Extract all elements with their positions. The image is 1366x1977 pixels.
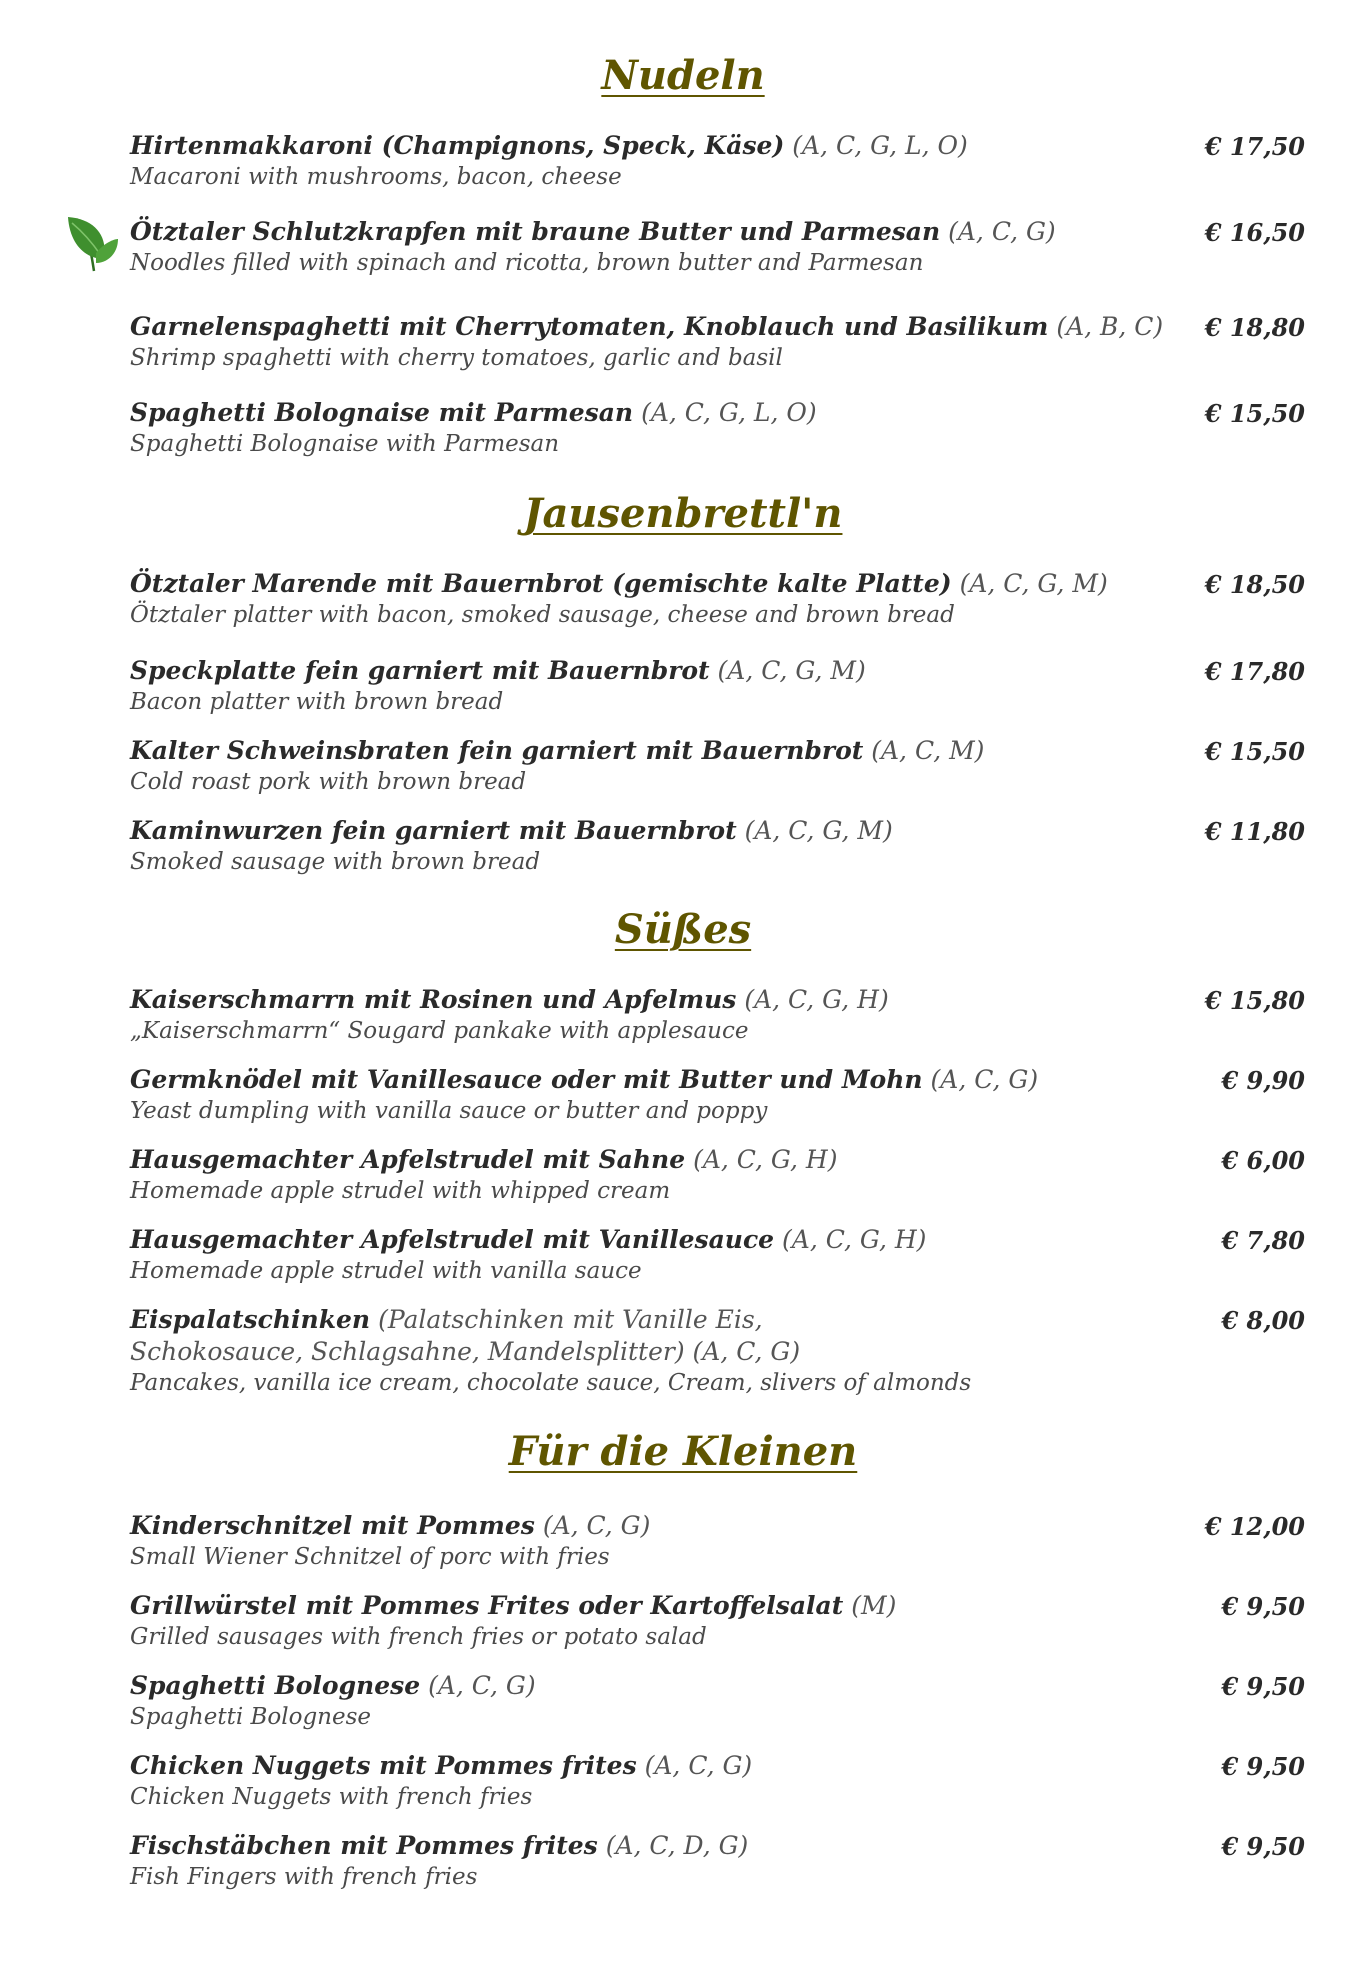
item-description: Spaghetti Bolognaise with Parmesan [130, 431, 560, 457]
item-allergens: (A, C, G, L, O) [792, 131, 968, 160]
item-price: € 9,50 [1221, 1592, 1305, 1621]
item-name: Ötztaler Schlutzkrapfen mit braune Butter und Parmesan [130, 217, 941, 246]
item-name: Kinderschnitzel mit Pommes [130, 1511, 535, 1540]
item-price: € 17,80 [1204, 657, 1305, 686]
item-description: Chicken Nuggets with french fries [130, 1784, 533, 1810]
item-description: Ötztaler platter with bacon, smoked sausage, cheese and brown bread [130, 602, 955, 628]
item-description: Bacon platter with brown bread [130, 689, 504, 715]
menu-item [130, 1144, 1305, 1206]
item-description: Noodles filled with spinach and ricotta, brown butter and Parmesan [130, 250, 924, 276]
item-allergens: (A, C, D, G) [605, 1831, 749, 1860]
item-allergens: (A, C, G) [948, 217, 1056, 246]
item-description: Homemade apple strudel with vanilla sauce [130, 1258, 642, 1284]
item-name: Garnelenspaghetti mit Cherrytomaten, Knoblauch und Basilikum [130, 312, 1049, 341]
item-name: Hausgemachter Apfelstrudel mit Vanillesauce [130, 1225, 775, 1254]
menu-item [130, 1590, 1305, 1652]
item-description: Homemade apple strudel with whipped cream [130, 1178, 671, 1204]
menu-item [130, 568, 1305, 630]
item-name: Kaminwurzen fein garniert mit Bauernbrot [130, 816, 737, 845]
item-name: Hausgemachter Apfelstrudel mit Sahne [130, 1145, 686, 1174]
menu-item [130, 130, 1305, 192]
menu-item [130, 655, 1305, 717]
item-allergens: (A, C, G, M) [717, 656, 866, 685]
item-description: Small Wiener Schnitzel of porc with fries [130, 1544, 610, 1570]
item-price: € 9,50 [1221, 1752, 1305, 1781]
item-description: „Kaiserschmarrn“ Sougard pankake with applesauce [130, 1018, 749, 1044]
item-name: Fischstäbchen mit Pommes frites [130, 1831, 598, 1860]
item-allergens: (A, C, G, H) [744, 985, 889, 1014]
section-title-nudeln: Nudeln [601, 52, 765, 99]
menu-item [130, 984, 1305, 1046]
item-price: € 15,80 [1204, 986, 1305, 1015]
item-name: Kalter Schweinsbraten fein garniert mit Bauernbrot [130, 736, 864, 765]
item-name: Germknödel mit Vanillesauce oder mit Butter und Mohn [130, 1065, 923, 1094]
item-name: Spaghetti Bolognaise mit Parmesan [130, 398, 634, 427]
item-name: Speckplatte fein garniert mit Bauernbrot [130, 656, 710, 685]
item-price: € 18,80 [1204, 313, 1305, 342]
item-price: € 9,50 [1221, 1832, 1305, 1861]
item-price: € 9,90 [1221, 1066, 1305, 1095]
item-allergens: (A, B, C) [1056, 312, 1164, 341]
item-allergens: (A, C, G) [930, 1065, 1039, 1094]
menu-item [130, 1304, 1305, 1398]
item-name: Spaghetti Bolognese [130, 1671, 421, 1700]
item-allergens: (A, C, M) [871, 736, 985, 765]
item-name: Eispalatschinken [130, 1305, 371, 1334]
item-allergens: (M) [851, 1591, 897, 1620]
item-name: Hirtenmakkaroni (Champignons, Speck, Käse) [130, 131, 785, 160]
item-description: Cold roast pork with brown bread [130, 769, 527, 795]
menu-item [130, 1670, 1305, 1732]
menu-item [130, 311, 1305, 373]
menu-item [130, 1510, 1305, 1572]
item-price: € 6,00 [1221, 1146, 1305, 1175]
menu-item [130, 1750, 1305, 1812]
item-allergens: (A, C, G, H) [693, 1145, 838, 1174]
menu-item [130, 815, 1305, 877]
item-allergens: (A, C, G, L, O) [641, 398, 817, 427]
menu-item [130, 735, 1305, 797]
item-price: € 12,00 [1204, 1512, 1305, 1541]
item-price: € 16,50 [1204, 218, 1305, 247]
menu-item [130, 216, 1305, 278]
item-price: € 18,50 [1204, 570, 1305, 599]
item-name: Ötztaler Marende mit Bauernbrot (gemischte kalte Platte) [130, 569, 952, 598]
item-description: Fish Fingers with french fries [130, 1864, 478, 1890]
item-price: € 8,00 [1221, 1306, 1305, 1335]
item-allergens: (A, C, G) [644, 1751, 753, 1780]
menu-item [130, 1064, 1305, 1126]
item-allergens: (A, C, G) [542, 1511, 651, 1540]
item-price: € 15,50 [1204, 737, 1305, 766]
section-title-suesses: Süßes [614, 906, 752, 953]
menu-item [130, 397, 1305, 459]
item-price: € 15,50 [1204, 399, 1305, 428]
item-allergens: (A, C, G, H) [782, 1225, 927, 1254]
item-name: Chicken Nuggets mit Pommes frites [130, 1751, 637, 1780]
item-name: Kaiserschmarrn mit Rosinen und Apfelmus [130, 985, 737, 1014]
item-allergens: (A, C, G, M) [959, 569, 1108, 598]
item-price: € 9,50 [1221, 1672, 1305, 1701]
item-description: Grilled sausages with french fries or potato salad [130, 1624, 707, 1650]
item-price: € 17,50 [1204, 132, 1305, 161]
item-description: Smoked sausage with brown bread [130, 849, 541, 875]
item-name: Grillwürstel mit Pommes Frites oder Kartoffelsalat [130, 1591, 844, 1620]
item-description: Macaroni with mushrooms, bacon, cheese [130, 164, 622, 190]
green-leaf-icon [64, 213, 120, 277]
item-description: Shrimp spaghetti with cherry tomatoes, garlic and basil [130, 345, 783, 371]
section-title-jausenbrettln: Jausenbrettl'n [523, 490, 843, 537]
item-allergens: (A, C, G, M) [744, 816, 893, 845]
section-title-fuer-die-kleinen: Für die Kleinen [508, 1428, 858, 1475]
item-description: Yeast dumpling with vanilla sauce or butter and poppy [130, 1098, 768, 1124]
item-description: Pancakes, vanilla ice cream, chocolate sauce, Cream, slivers of almonds [130, 1370, 972, 1396]
item-allergens: (Palatschinken mit Vanille Eis, Schokosauce, Schlagsahne, Mandelsplitter) (A, C, G) [130, 1305, 801, 1366]
item-description: Spaghetti Bolognese [130, 1704, 372, 1730]
menu-item [130, 1224, 1305, 1286]
menu-item [130, 1830, 1305, 1892]
item-price: € 7,80 [1221, 1226, 1305, 1255]
item-allergens: (A, C, G) [428, 1671, 536, 1700]
item-price: € 11,80 [1204, 817, 1305, 846]
